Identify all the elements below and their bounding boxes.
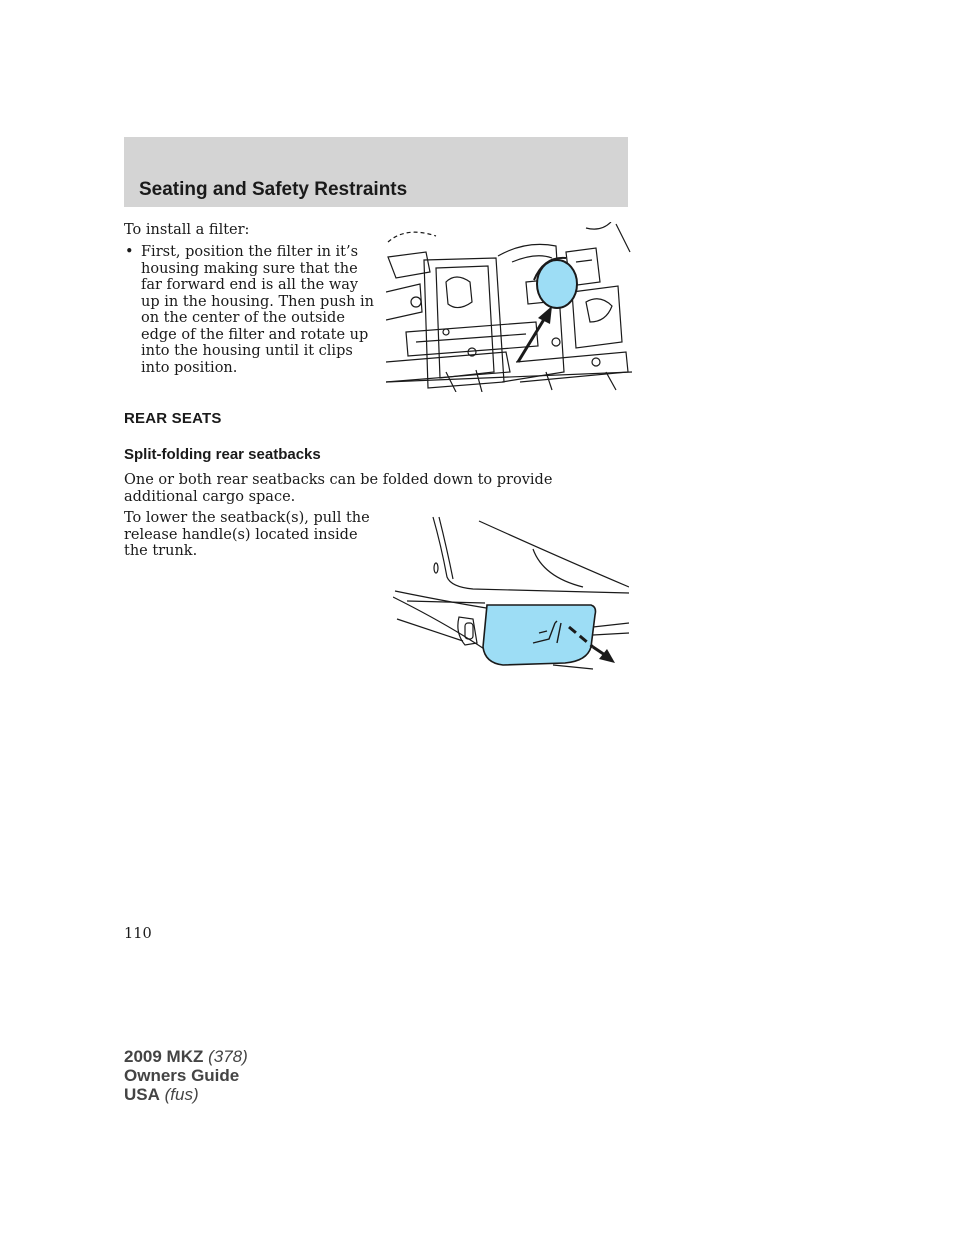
footer-market: USA (124, 1085, 160, 1104)
seatback-instructions: To lower the seatback(s), pull the release handle(s) located inside the trunk. (124, 510, 370, 559)
filter-installation-illustration (386, 222, 632, 392)
document-footer (124, 1047, 248, 1104)
section-title: Seating and Safety Restraints (139, 179, 408, 200)
footer-market-code: (fus) (164, 1085, 199, 1104)
footer-line-market (124, 1085, 248, 1104)
release-handle-illustration (393, 515, 629, 673)
page-number: 110 (124, 926, 152, 942)
release-handle-highlight-icon (483, 605, 596, 665)
footer-line-model (124, 1047, 248, 1066)
filter-steps-list (124, 244, 379, 376)
footer-model: 2009 MKZ (124, 1047, 204, 1066)
section-header-band (124, 137, 628, 207)
footer-guide: Owners Guide (124, 1066, 240, 1085)
bullet-icon: • (125, 244, 134, 260)
footer-model-code: (378) (208, 1047, 248, 1066)
filter-intro: To install a filter: (124, 222, 250, 238)
filter-step-text: First, position the filter in it’s housing making sure that the far forward end is all the way up in the housing. Then push in on the center of the outside edge of the filter and rotate up into the housing until it clips into position. (141, 244, 375, 376)
list-item (124, 244, 379, 376)
seatback-description: One or both rear seatbacks can be folded down to provide additional cargo space. (124, 472, 553, 505)
footer-line-guide (124, 1066, 248, 1085)
split-folding-subheading: Split-folding rear seatbacks (124, 446, 321, 463)
rear-seats-heading: REAR SEATS (124, 410, 222, 427)
